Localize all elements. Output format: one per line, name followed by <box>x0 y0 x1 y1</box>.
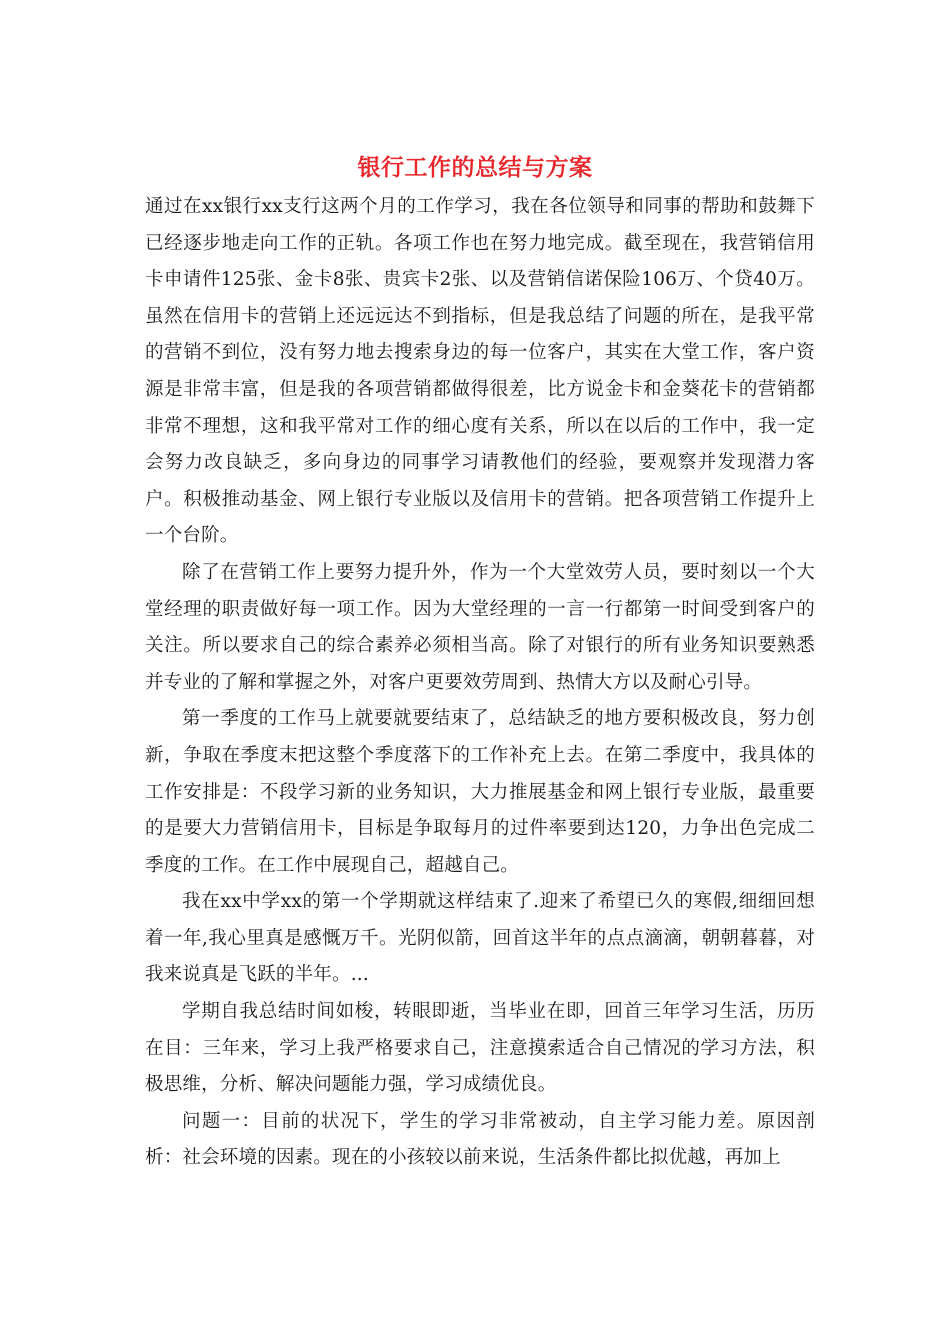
document-title: 银行工作的总结与方案 <box>357 154 593 181</box>
paragraph-5: 学期自我总结时间如梭，转眼即逝，当毕业在即，回首三年学习生活，历历在目：三年来，学习上我严格要求自己，注意摸索适合自己情况的学习方法，积极思维，分析、解决问题能力强，学习成绩优良。 <box>145 1001 815 1096</box>
paragraph-2: 除了在营销工作上要努力提升外，作为一个大堂效劳人员，要时刻以一个大堂经理的职责做好每一项工作。因为大堂经理的一言一行都第一时间受到客户的关注。所以要求自己的综合素养必须相当高。除了对银行的所有业务知识要熟悉并专业的了解和掌握之外，对客户更要效劳周到、热情大方以及耐心引导。 <box>145 561 815 693</box>
paragraph-4: 我在xx中学xx的第一个学期就这样结束了.迎来了希望已久的寒假,细细回想着一年,我心里真是感慨万千。光阴似箭，回首这半年的点点滴滴，朝朝暮暮，对我来说真是飞跃的半年。... <box>145 891 815 986</box>
paragraph-3: 第一季度的工作马上就要就要结束了，总结缺乏的地方要积极改良，努力创新，争取在季度末把这整个季度落下的工作补充上去。在第二季度中，我具体的工作安排是：不段学习新的业务知识，大力推展基金和网上银行专业版，最重要的是要大力营销信用卡，目标是争取每月的过件率要到达120，力争出色完成二季度的工作。在工作中展现自己，超越自己。 <box>145 708 815 876</box>
paragraph-1: 通过在xx银行xx支行这两个月的工作学习，我在各位领导和同事的帮助和鼓舞下已经逐步地走向工作的正轨。各项工作也在努力地完成。截至现在，我营销信用卡申请件125张、金卡8张、贵宾卡2张、以及营销信诺保险106万、个贷40万。虽然在信用卡的营销上还远远达不到指标，但是我总结了问题的所在，是我平常的营销不到位，没有努力地去搜索身边的每一位客户，其实在大堂工作，客户资源是非常丰富，但是我的各项营销都做得很差，比方说金卡和金葵花卡的营销都非常不理想，这和我平常对工作的细心度有关系，所以在以后的工作中，我一定会努力改良缺乏，多向身边的同事学习请教他们的经验，要观察并发现潜力客户。积极推动基金、网上银行专业版以及信用卡的营销。把各项营销工作提升上一个台阶。 <box>145 196 815 547</box>
paragraph-6: 问题一：目前的状况下，学生的学习非常被动，自主学习能力差。原因剖析：社会环境的因素。现在的小孩较以前来说，生活条件都比拟优越，再加上 <box>145 1110 815 1169</box>
document-body <box>145 189 815 1177</box>
